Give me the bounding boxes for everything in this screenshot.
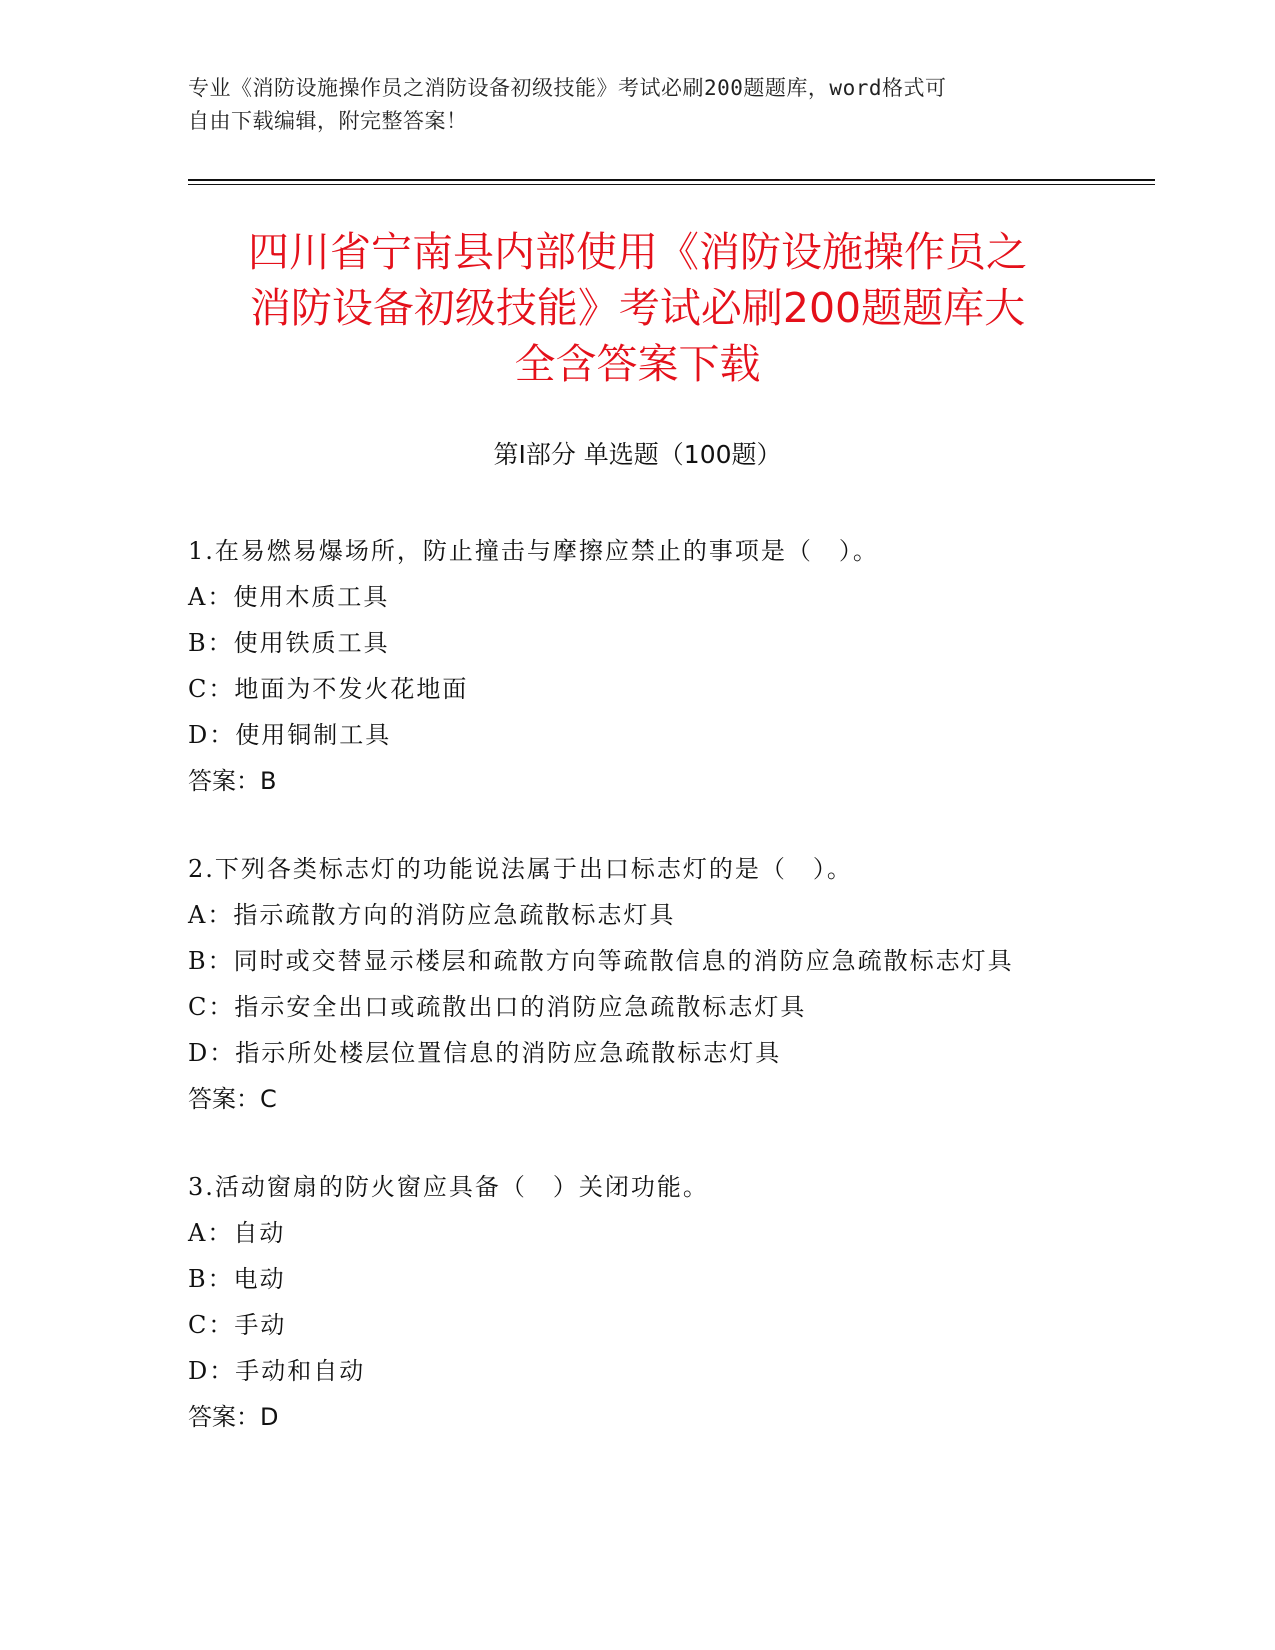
question-list bbox=[188, 528, 1088, 1482]
question-2 bbox=[188, 846, 1088, 1122]
header-divider-thick bbox=[188, 179, 1155, 181]
option-c: C：手动 bbox=[188, 1311, 287, 1339]
question-stem: 3.活动窗扇的防火窗应具备（ ）关闭功能。 bbox=[188, 1173, 709, 1201]
option-a: A：自动 bbox=[188, 1219, 286, 1247]
question-stem: 2.下列各类标志灯的功能说法属于出口标志灯的是（ ）。 bbox=[188, 855, 853, 883]
header-note-line-2: 自由下载编辑，附完整答案！ bbox=[188, 109, 468, 133]
header-note-line-1: 专业《消防设施操作员之消防设备初级技能》考试必刷200题题库，word格式可 bbox=[188, 76, 947, 100]
option-d: D：使用铜制工具 bbox=[188, 721, 392, 749]
answer-key: 答案：C bbox=[188, 1085, 277, 1113]
header-divider-thin bbox=[188, 184, 1155, 185]
option-b: B：同时或交替显示楼层和疏散方向等疏散信息的消防应急疏散标志灯具 bbox=[188, 947, 1014, 975]
question-stem: 1.在易燃易爆场所，防止撞击与摩擦应禁止的事项是（ ）。 bbox=[188, 537, 879, 565]
answer-key: 答案：D bbox=[188, 1403, 279, 1431]
option-a: A：使用木质工具 bbox=[188, 583, 390, 611]
option-b: B：电动 bbox=[188, 1265, 286, 1293]
document-title bbox=[150, 224, 1125, 392]
option-c: C：指示安全出口或疏散出口的消防应急疏散标志灯具 bbox=[188, 993, 807, 1021]
question-3 bbox=[188, 1164, 1088, 1440]
option-c: C：地面为不发火花地面 bbox=[188, 675, 469, 703]
title-line-3: 全含答案下载 bbox=[514, 340, 761, 388]
title-line-1: 四川省宁南县内部使用《消防设施操作员之 bbox=[248, 228, 1027, 276]
answer-key: 答案：B bbox=[188, 767, 277, 795]
option-b: B：使用铁质工具 bbox=[188, 629, 390, 657]
option-d: D：指示所处楼层位置信息的消防应急疏散标志灯具 bbox=[188, 1039, 782, 1067]
option-d: D：手动和自动 bbox=[188, 1357, 366, 1385]
question-1 bbox=[188, 528, 1088, 804]
title-line-2: 消防设备初级技能》考试必刷200题题库大 bbox=[249, 284, 1026, 332]
option-a: A：指示疏散方向的消防应急疏散标志灯具 bbox=[188, 901, 676, 929]
header-note bbox=[188, 72, 1068, 138]
section-heading: 第Ⅰ部分 单选题（100题） bbox=[493, 440, 782, 469]
